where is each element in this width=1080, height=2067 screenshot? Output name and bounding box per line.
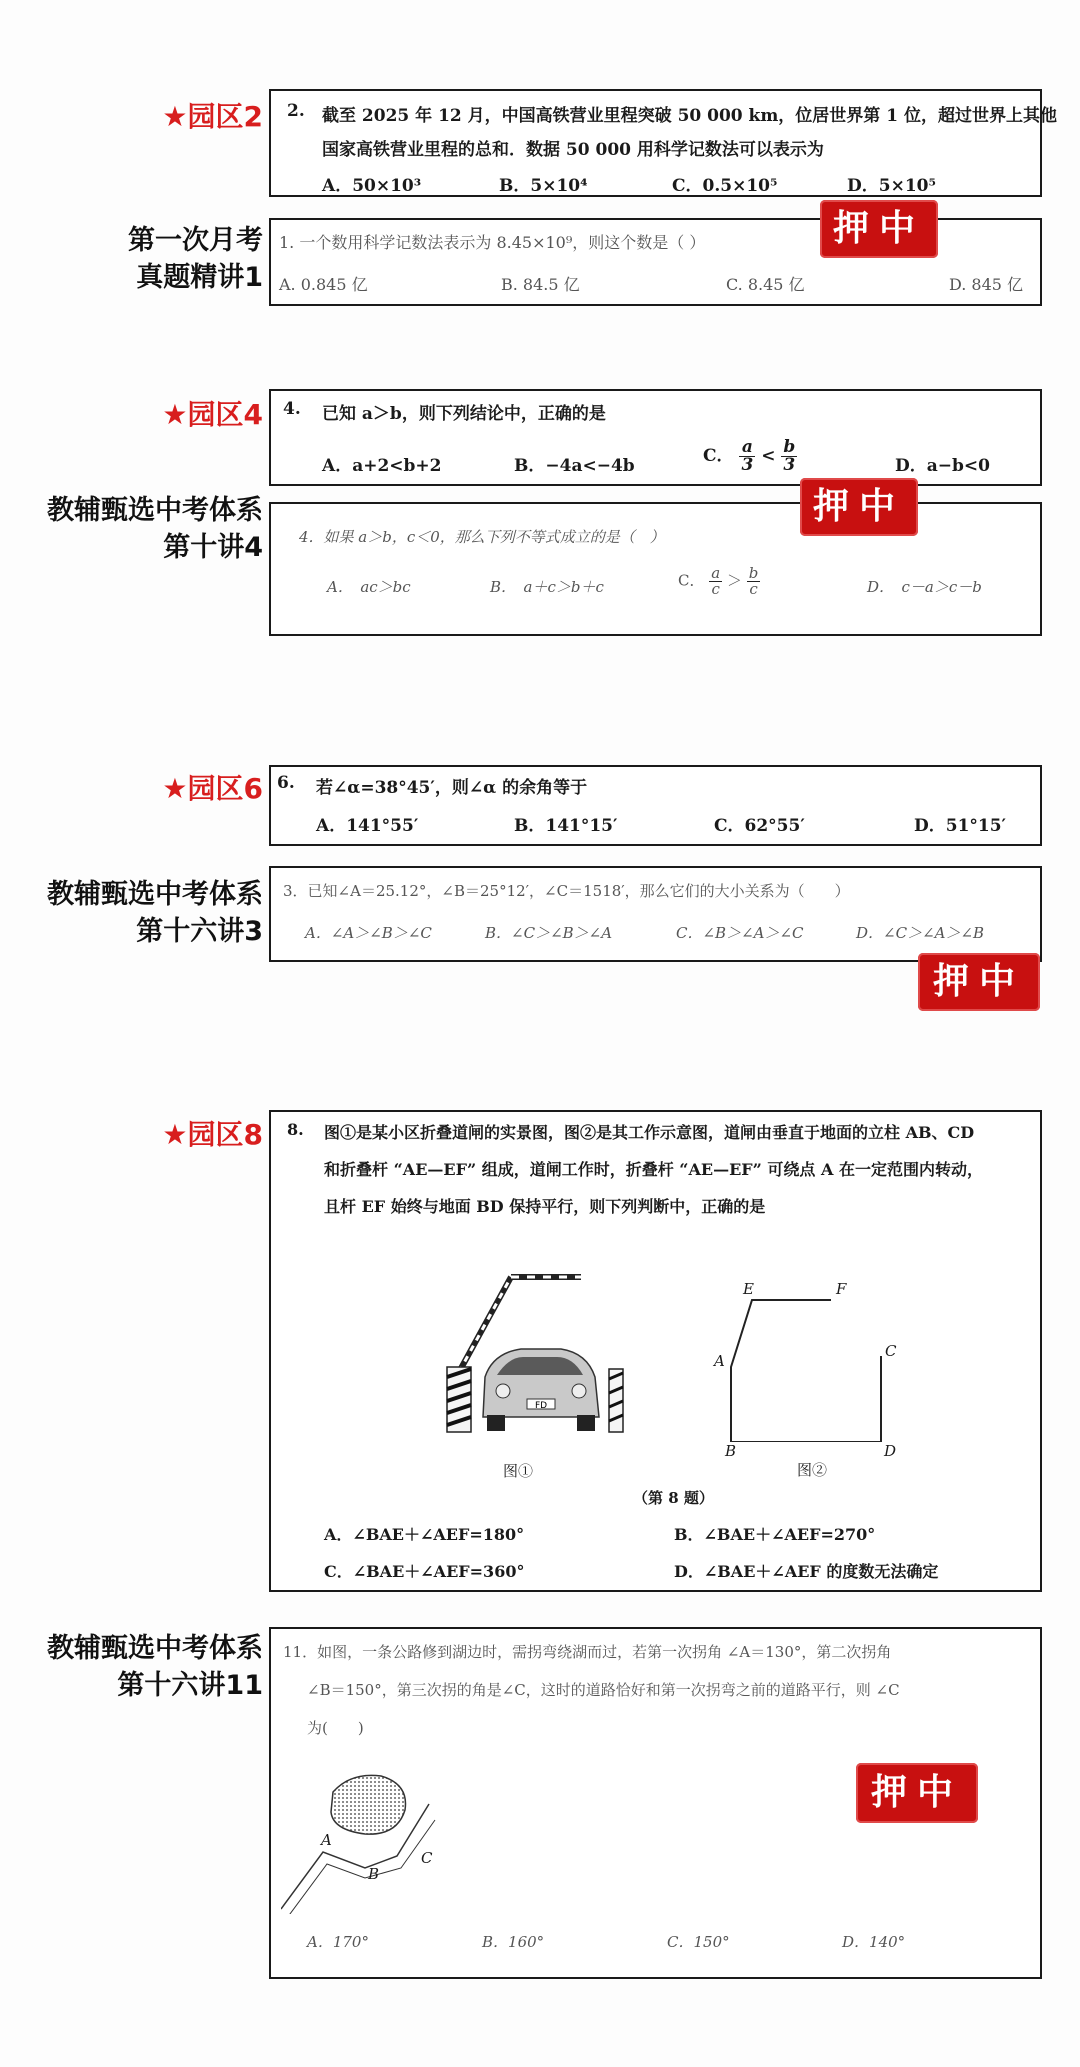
question-3-box bbox=[269, 866, 1042, 962]
hit-stamp: 押中 bbox=[820, 200, 938, 258]
gate-diagram-figure bbox=[701, 1242, 901, 1442]
q6-option-d: D．51°15′ bbox=[914, 816, 1007, 836]
label-line: 第十六讲11 bbox=[117, 1670, 263, 1701]
operator: < bbox=[761, 446, 776, 466]
q6-option-b: B．141°15′ bbox=[514, 816, 618, 836]
car-wheel-right bbox=[577, 1415, 595, 1431]
q4b-option-d: D． c－a＞c－b bbox=[867, 578, 982, 596]
point-c: C bbox=[421, 1849, 433, 1867]
car-headlight-right bbox=[572, 1384, 586, 1398]
q6-option-c: C．62°55′ bbox=[714, 816, 805, 836]
q1-option-c: C. 8.45 亿 bbox=[726, 275, 805, 294]
q3-option-a: A．∠A＞∠B＞∠C bbox=[305, 924, 432, 942]
label-series-lecture-16-11 bbox=[47, 1630, 263, 1704]
point-d: D bbox=[884, 1442, 897, 1460]
car-headlight-left bbox=[496, 1384, 510, 1398]
q11-line2: ∠B＝150°，第三次拐的角是∠C，这时的道路恰好和第一次拐弯之前的道路平行，则 ∠C bbox=[307, 1681, 900, 1699]
point-b: B bbox=[368, 1865, 380, 1883]
q11-option-a: A．170° bbox=[307, 1933, 369, 1951]
q1-stem: 1. 一个数用科学记数法表示为 8.45×10⁹，则这个数是（ ） bbox=[279, 233, 706, 252]
fraction bbox=[747, 566, 761, 597]
q11-line3: 为( ) bbox=[307, 1719, 364, 1737]
gate-diagram-lines bbox=[731, 1300, 831, 1442]
label-series-lecture-16-3 bbox=[47, 876, 263, 950]
label-line: 第一次月考 bbox=[128, 225, 263, 256]
denominator: 3 bbox=[741, 455, 754, 475]
option-prefix: C． bbox=[678, 571, 705, 590]
q8-option-c: C．∠BAE＋∠AEF=360° bbox=[324, 1562, 525, 1581]
q11-option-d: D．140° bbox=[842, 1933, 906, 1951]
gate-photo-figure bbox=[411, 1257, 641, 1437]
q4b-option-c bbox=[678, 566, 760, 597]
q1-option-b: B. 84.5 亿 bbox=[501, 275, 580, 294]
numerator: b bbox=[748, 564, 759, 582]
point-e: E bbox=[743, 1280, 754, 1298]
q8-line2: 和折叠杆 “AE—EF” 组成，道闸工作时，折叠杆 “AE—EF” 可绕点 A 在一定范围内转动， bbox=[324, 1160, 983, 1179]
operator: ＞ bbox=[727, 571, 743, 590]
q8-option-a: A．∠BAE＋∠AEF=180° bbox=[324, 1525, 525, 1544]
point-b: B bbox=[725, 1442, 737, 1460]
q4a-stem: 已知 a＞b，则下列结论中，正确的是 bbox=[322, 404, 606, 424]
car-plate-text: FD bbox=[534, 1401, 548, 1411]
q1-option-a: A. 0.845 亿 bbox=[279, 275, 368, 294]
q3-option-b: B．∠C＞∠B＞∠A bbox=[485, 924, 613, 942]
label-yuanqu-4: ★园区4 bbox=[162, 398, 263, 431]
label-line: 教辅甄选中考体系 bbox=[47, 495, 263, 526]
q6-stem: 若∠α=38°45′，则∠α 的余角等于 bbox=[316, 778, 588, 798]
label-line: 第十六讲3 bbox=[136, 916, 263, 947]
q4b-stem: 4．如果 a＞b，c＜0，那么下列不等式成立的是（ ） bbox=[299, 528, 665, 546]
denominator: c bbox=[711, 580, 720, 598]
q4b-option-a: A． ac＞bc bbox=[327, 578, 411, 596]
label-yuanqu-8: ★园区8 bbox=[162, 1118, 263, 1151]
label-yuanqu-6: ★园区6 bbox=[162, 772, 263, 805]
label-line: 教辅甄选中考体系 bbox=[47, 879, 263, 910]
hit-stamp: 押中 bbox=[918, 953, 1040, 1011]
fig2-caption: 图② bbox=[797, 1461, 828, 1479]
label-yuanqu-2: ★园区2 bbox=[162, 100, 263, 133]
point-c: C bbox=[885, 1342, 897, 1360]
q8-line3: 且杆 EF 始终与地面 BD 保持平行，则下列判断中，正确的是 bbox=[324, 1197, 766, 1216]
point-a: A bbox=[321, 1831, 332, 1849]
q4b-option-b: B． a＋c＞b＋c bbox=[490, 578, 604, 596]
q3-option-c: C．∠B＞∠A＞∠C bbox=[676, 924, 804, 942]
fraction bbox=[709, 566, 722, 597]
denominator: c bbox=[749, 580, 758, 598]
label-line: 第十讲4 bbox=[163, 532, 263, 563]
car-wheel-left bbox=[487, 1415, 505, 1431]
q3-stem: 3．已知∠A＝25.12°，∠B＝25°12′，∠C＝1518′，那么它们的大小关系为（ ） bbox=[283, 882, 850, 900]
question-8-box bbox=[269, 1110, 1042, 1592]
numerator: b bbox=[783, 437, 796, 457]
point-f: F bbox=[836, 1280, 847, 1298]
question-2-box bbox=[269, 89, 1057, 197]
q4a-option-a: A．a+2<b+2 bbox=[322, 456, 442, 476]
label-first-monthly-exam bbox=[128, 222, 263, 296]
q8-line1: 图①是某小区折叠道闸的实景图，图②是其工作示意图，道闸由垂直于地面的立柱 AB、CD bbox=[324, 1123, 975, 1142]
hit-stamp: 押中 bbox=[856, 1763, 978, 1823]
q4a-number: 4. bbox=[283, 399, 301, 419]
q2-option-b: B．5×10⁴ bbox=[499, 176, 588, 196]
q2-option-a: A．50×10³ bbox=[322, 176, 422, 196]
q2-option-d: D．5×10⁵ bbox=[847, 176, 936, 196]
fig1-caption: 图① bbox=[503, 1462, 534, 1480]
label-line: 真题精讲1 bbox=[136, 262, 263, 293]
fraction bbox=[739, 439, 755, 474]
q11-option-c: C．150° bbox=[667, 1933, 730, 1951]
q2-number: 2. bbox=[287, 101, 305, 121]
q4a-option-d: D．a−b<0 bbox=[895, 456, 990, 476]
q8-option-d: D．∠BAE＋∠AEF 的度数无法确定 bbox=[674, 1562, 939, 1581]
hit-stamp: 押中 bbox=[800, 478, 918, 536]
fig-title: （第 8 题） bbox=[633, 1489, 714, 1507]
q3-option-d: D．∠C＞∠A＞∠B bbox=[856, 924, 985, 942]
q2-line2: 国家高铁营业里程的总和．数据 50 000 用科学记数法可以表示为 bbox=[322, 140, 824, 160]
label-series-lecture-10 bbox=[47, 492, 263, 566]
q6-number: 6. bbox=[277, 773, 295, 793]
q2-option-c: C．0.5×10⁵ bbox=[672, 176, 778, 196]
fraction bbox=[781, 439, 797, 474]
point-a: A bbox=[714, 1352, 725, 1370]
q6-option-a: A．141°55′ bbox=[316, 816, 419, 836]
question-4b-box bbox=[269, 502, 1042, 636]
question-6-box bbox=[269, 765, 1042, 846]
q11-option-b: B．160° bbox=[482, 1933, 545, 1951]
q8-number: 8. bbox=[287, 1120, 304, 1139]
q4a-option-c bbox=[703, 439, 797, 474]
numerator: a bbox=[711, 564, 721, 582]
q11-line1: 11．如图，一条公路修到湖边时，需拐弯绕湖而过，若第一次拐角 ∠A＝130°，第二次拐角 bbox=[283, 1643, 892, 1661]
question-4a-box bbox=[269, 389, 1042, 486]
q1-option-d: D. 845 亿 bbox=[949, 275, 1024, 294]
numerator: a bbox=[739, 439, 755, 457]
q8-option-b: B．∠BAE＋∠AEF=270° bbox=[674, 1525, 876, 1544]
denominator: 3 bbox=[783, 455, 796, 475]
lake-road-figure bbox=[281, 1764, 471, 1914]
option-prefix: C． bbox=[703, 446, 734, 466]
q2-line1: 截至 2025 年 12 月，中国高铁营业里程突破 50 000 km，位居世界第 1 位，超过世界上其他 bbox=[322, 106, 1057, 126]
label-line: 教辅甄选中考体系 bbox=[47, 1633, 263, 1664]
q4a-option-b: B．−4a<−4b bbox=[514, 456, 635, 476]
lake bbox=[331, 1775, 406, 1834]
